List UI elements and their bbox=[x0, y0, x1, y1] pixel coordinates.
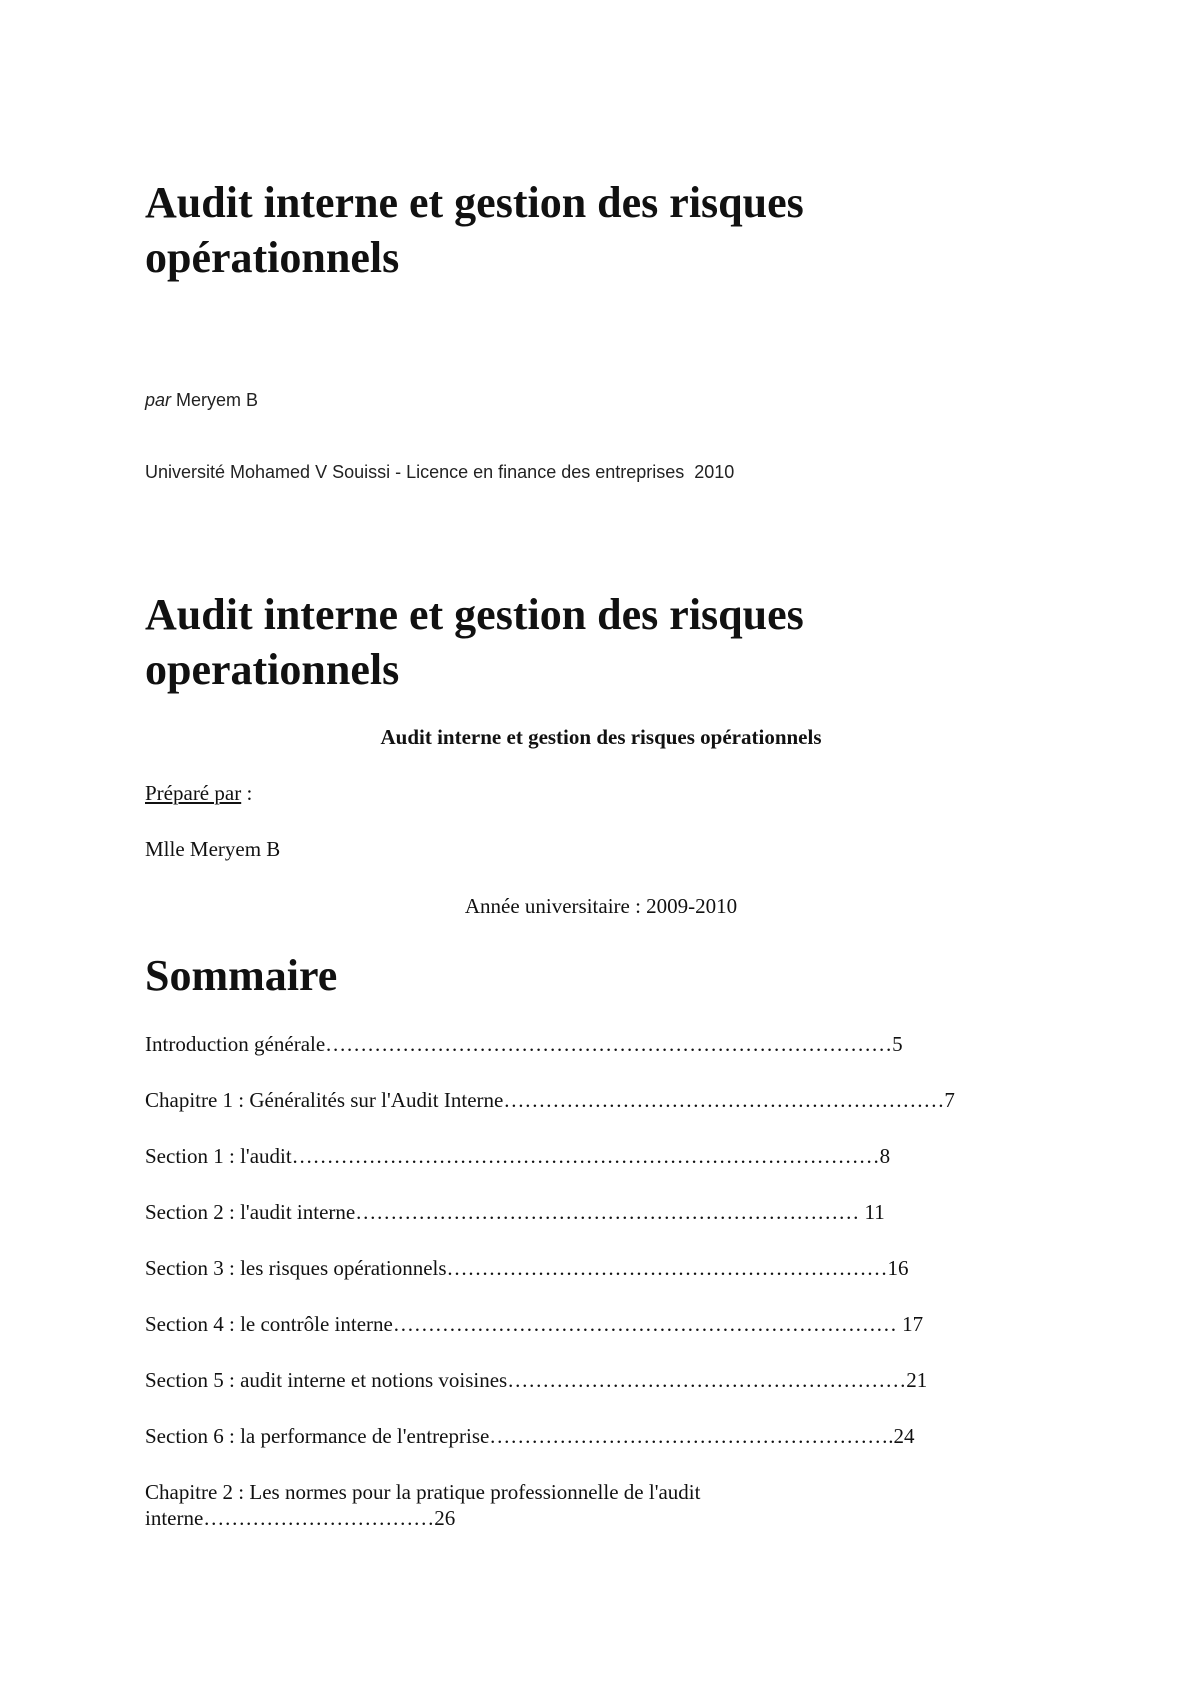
byline-affiliation: Université Mohamed V Souissi - Licence en finance des entreprises 2010 bbox=[145, 462, 735, 482]
toc-item-section-1[interactable]: Section 1 : l'audit…………………………………………………………………………8 bbox=[145, 1144, 891, 1168]
toc-item-introduction[interactable]: Introduction générale………………………………………………………………………5 bbox=[145, 1032, 903, 1056]
toc-item-chapter-2[interactable]: Chapitre 2 : Les normes pour la pratique professionnelle de l'audit interne……………………………26 bbox=[145, 1480, 701, 1530]
table-of-contents bbox=[145, 1031, 1045, 1535]
toc-item-section-6[interactable]: Section 6 : la performance de l'entreprise………………………………………………….24 bbox=[145, 1424, 915, 1448]
prepared-by-label bbox=[145, 780, 252, 806]
author-name: Mlle Meryem B bbox=[145, 837, 281, 861]
second-document-title: Audit interne et gestion des risques operationnels bbox=[145, 590, 804, 694]
prepared-by-suffix: : bbox=[241, 781, 253, 805]
document-title: Audit interne et gestion des risques opérationnels bbox=[145, 178, 804, 282]
toc-item-section-5[interactable]: Section 5 : audit interne et notions voisines…………………………………………………21 bbox=[145, 1368, 928, 1392]
academic-year: Année universitaire : 2009-2010 bbox=[464, 894, 738, 918]
toc-item-section-2[interactable]: Section 2 : l'audit interne……………………………………………………………… 11 bbox=[145, 1200, 885, 1224]
author-line bbox=[145, 388, 734, 412]
toc-item-section-4[interactable]: Section 4 : le contrôle interne……………………………………………………………… 17 bbox=[145, 1312, 924, 1336]
toc-item-chapter-1[interactable]: Chapitre 1 : Généralités sur l'Audit Interne………………………………………………………7 bbox=[145, 1088, 955, 1112]
toc-item-section-3[interactable]: Section 3 : les risques opérationnels………………………………………………………16 bbox=[145, 1256, 909, 1280]
document-subtitle: Audit interne et gestion des risques opérationnels bbox=[380, 725, 822, 749]
byline bbox=[145, 340, 734, 532]
byline-author: Meryem B bbox=[171, 390, 259, 410]
prepared-by-text: Préparé par bbox=[145, 781, 242, 805]
byline-par: par bbox=[145, 390, 172, 410]
summary-heading: Sommaire bbox=[145, 951, 338, 1000]
